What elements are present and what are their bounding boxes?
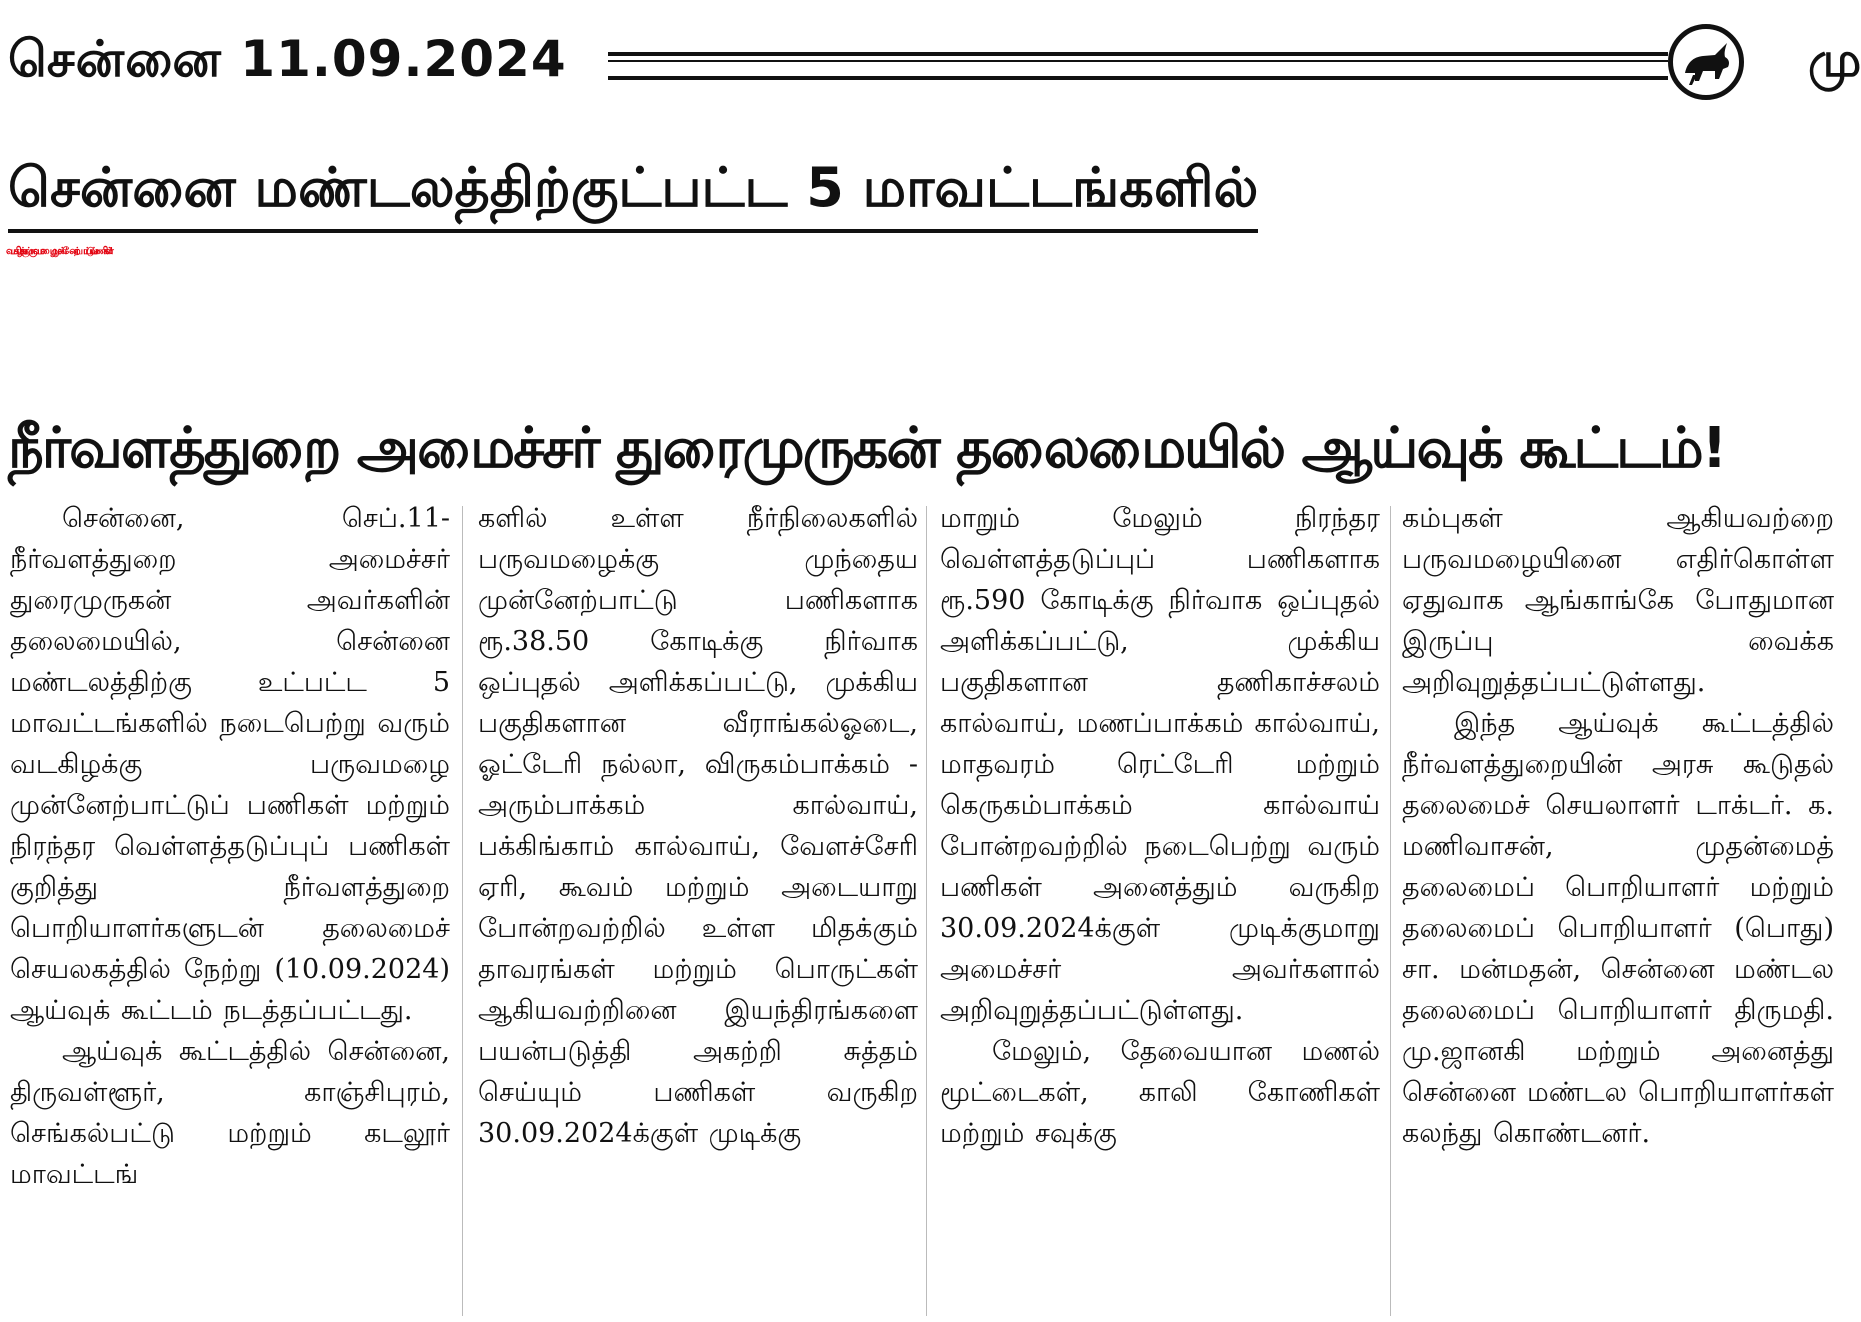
dateline: சென்னை 11.09.2024	[8, 30, 567, 88]
column-divider	[1390, 506, 1391, 1316]
column-divider	[462, 506, 463, 1316]
sub-headline: நீர்வளத்துறை அமைச்சர் துரைமுருகன் தலைமையில் ஆய்வுக் கூட்டம்!	[8, 416, 1726, 481]
article-paragraph: கம்புகள் ஆகியவற்றை பருவமழையினை எதிர்கொள்ள ஏதுவாக ஆங்காங்கே போதுமான இருப்பு வைக்க அறிவுறுத்தப்பட்டுள்ளது.	[1402, 503, 1834, 698]
article-paragraph: ஆய்வுக் கூட்டத்தில் சென்னை, திருவள்ளூர், காஞ்சிபுரம், செங்கல்பட்டு மற்றும் கடலூர் மாவட்டங்	[10, 1036, 450, 1190]
article-column-1	[10, 498, 450, 1322]
kicker-headline: சென்னை மண்டலத்திற்குட்பட்ட 5 மாவட்டங்களில்	[8, 156, 1258, 233]
bull-emblem-icon	[1668, 24, 1744, 100]
article-paragraph: களில் உள்ள நீர்நிலைகளில் பருவமழைக்கு முந்தைய முன்னேற்பாட்டு பணிகளாக ரூ.38.50 கோடிக்கு நிர்வாக ஒப்புதல் அளிக்கப்பட்டு, முக்கிய பகுதிகளான வீராங்கல்ஓடை, ஓட்டேரி நல்லா, விருகம்பாக்கம் - அரும்பாக்கம் கால்வாய், பக்கிங்காம் கால்வாய், வேளச்சேரி ஏரி, கூவம் மற்றும் அடையாறு போன்றவற்றில் உள்ள மிதக்கும் தாவரங்கள் மற்றும் பொருட்கள் ஆகியவற்றினை இயந்திரங்களை பயன்படுத்தி அகற்றி சுத்தம் செய்யும் பணிகள் வருகிற 30.09.2024க்குள் முடிக்கு	[478, 503, 918, 1149]
article-body	[0, 498, 1838, 1322]
article-paragraph: மாறும் மேலும் நிரந்தர வெள்ளத்தடுப்புப் பணிகளாக ரூ.590 கோடிக்கு நிர்வாக ஒப்புதல் அளிக்கப்பட்டு, முக்கிய பகுதிகளான தணிகாச்சலம் கால்வாய், மணப்பாக்கம் கால்வாய், மாதவரம் ரெட்டேரி மற்றும் கெருகம்பாக்கம் கால்வாய் போன்றவற்றில் நடைபெற்று வரும் பணிகள் அனைத்தும் வருகிற 30.09.2024க்குள் முடிக்குமாறு அமைச்சர் அவர்களால் அறிவுறுத்தப்பட்டுள்ளது.	[940, 503, 1380, 1026]
article-paragraph: இந்த ஆய்வுக் கூட்டத்தில் நீர்வளத்துறையின் அரசு கூடுதல் தலைமைச் செயலாளர் டாக்டர். க. மணிவாசன், முதன்மைத் தலைமைப் பொறியாளர் மற்றும் தலைமைப் பொறியாளர் (பொது) சா. மன்மதன், சென்னை மண்டல தலைமைப் பொறியாளர் திருமதி. மு.ஜானகி மற்றும் அனைத்து சென்னை மண்டல பொறியாளர்கள் கலந்து கொண்டனர்.	[1402, 708, 1834, 1149]
article-paragraph: மேலும், தேவையான மணல் மூட்டைகள், காலி கோணிகள் மற்றும் சவுக்கு	[940, 1036, 1380, 1149]
masthead	[8, 28, 1861, 98]
masthead-rule	[608, 52, 1668, 80]
article-column-3	[940, 498, 1380, 1322]
article-column-4	[1402, 498, 1834, 1322]
column-divider	[926, 506, 927, 1316]
main-headline: வடகிழக்குப் பருவமழை முன்னேற்பாட்டுப் பணிகள்!	[6, 246, 109, 257]
article-column-2	[478, 498, 918, 1322]
article-paragraph: சென்னை, செப்.11- நீர்வளத்துறை அமைச்சர் துரைமுருகன் அவர்களின் தலைமையில், சென்னை மண்டலத்திற்கு உட்பட்ட 5 மாவட்டங்களில் நடைபெற்று வரும் வடகிழக்கு பருவமழை முன்னேற்பாட்டுப் பணிகள் மற்றும் நிரந்தர வெள்ளத்தடுப்புப் பணிகள் குறித்து நீர்வளத்துறை பொறியாளர்களுடன் தலைமைச் செயலகத்தில் நேற்று (10.09.2024) ஆய்வுக் கூட்டம் நடத்தப்பட்டது.	[10, 503, 450, 1026]
bull-emblem-graphic	[1673, 29, 1739, 95]
masthead-partial-text: மு	[1808, 32, 1861, 88]
